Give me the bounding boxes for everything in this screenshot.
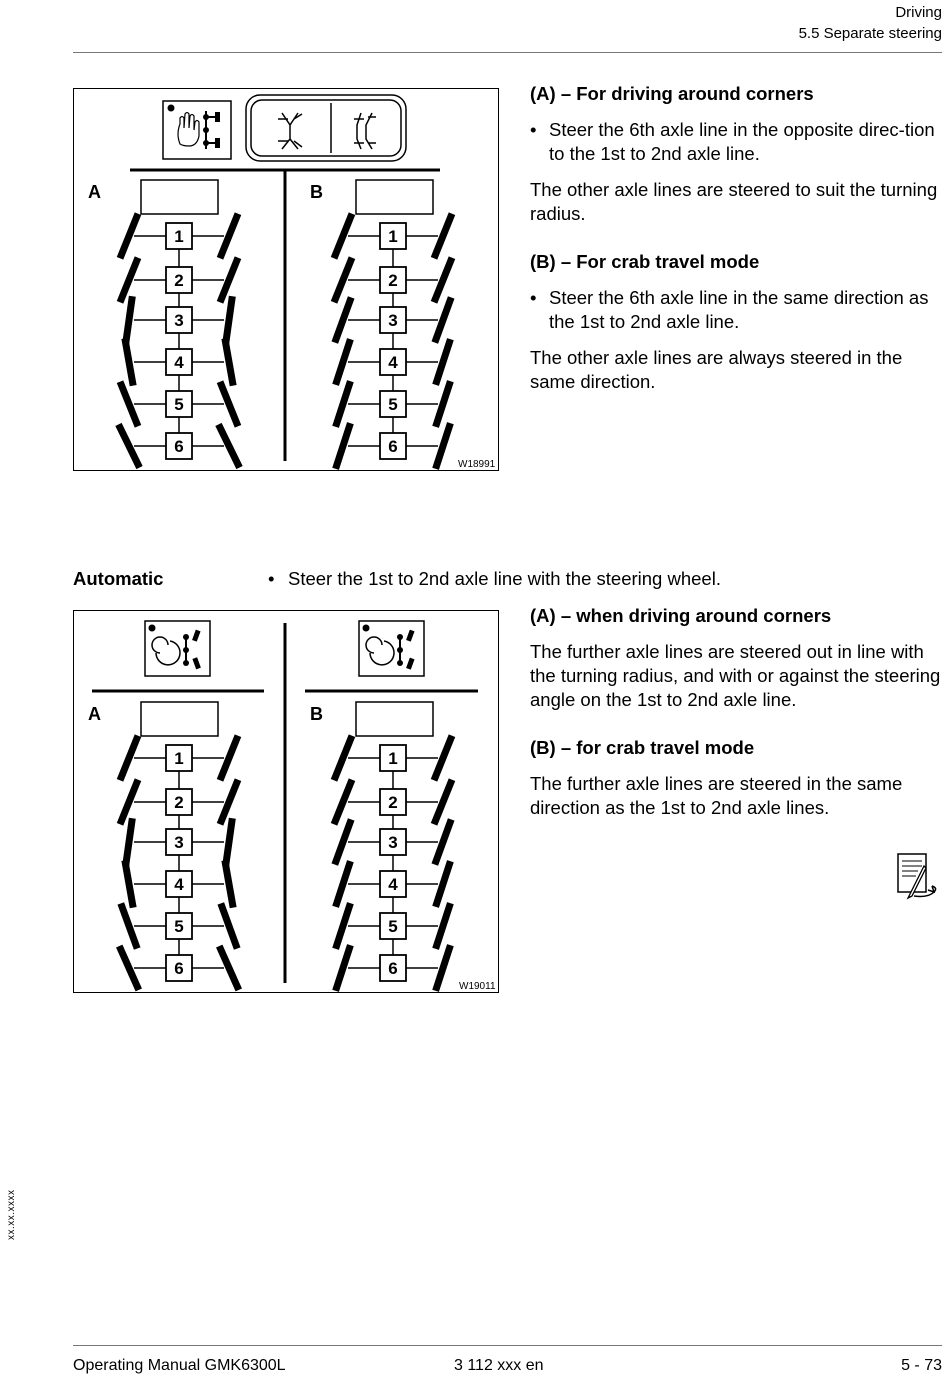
figure1-label-a: A: [88, 182, 101, 202]
auto-steering-selector-icon-b: [359, 621, 424, 676]
axle-number: 2: [174, 271, 184, 290]
notes-icon: [896, 852, 942, 902]
heading-auto-corners: (A) – when driving around corners: [530, 605, 832, 626]
figure1-label-b: B: [310, 182, 323, 202]
heading-crab: (B) – For crab travel mode: [530, 251, 760, 272]
axle-number: 6: [174, 959, 184, 978]
auto-steering-selector-icon-a: [145, 621, 210, 676]
side-code: xx.xx.xxxx: [6, 1189, 17, 1240]
axle-column-b: [331, 212, 455, 469]
axle-number: 6: [388, 437, 398, 456]
axle-number: 1: [388, 749, 398, 768]
steering-diagram-automatic: [74, 611, 498, 992]
text-block-2: [530, 604, 942, 832]
automatic-label: Automatic: [73, 568, 164, 589]
figure2-label-a: A: [88, 704, 101, 724]
para-crab: The other axle lines are always steered in the same direction.: [530, 347, 903, 392]
header-rule: [73, 52, 942, 53]
figure2-label-b: B: [310, 704, 323, 724]
wheel: [122, 296, 136, 345]
wheel: [222, 818, 236, 867]
axle-number: 2: [174, 793, 184, 812]
text-block-1: [530, 82, 942, 406]
para-auto-crab: The further axle lines are steered in the same direction as the 1st to 2nd axle lines.: [530, 773, 903, 818]
axle-number: 3: [174, 311, 184, 330]
axle-column-a: [116, 734, 242, 991]
footer-doc-no: 3 112 xxx en: [454, 1357, 544, 1374]
axle-number: 6: [174, 437, 184, 456]
axle-number: 4: [174, 353, 184, 372]
axle-number: 4: [388, 353, 398, 372]
axle-number: 5: [388, 395, 398, 414]
para-auto-corners: The further axle lines are steered out in line with the turning radius, and with or against the steering angle on the 1st to 2nd axle line.: [530, 641, 941, 710]
axle-number: 3: [388, 311, 398, 330]
axle-number: 4: [174, 875, 184, 894]
footer-page: 5 - 73: [901, 1357, 942, 1374]
bullet-crab: • Steer the 6th axle line in the same direction as the 1st to 2nd axle line.: [530, 287, 929, 332]
wheel: [122, 818, 136, 867]
axle-number: 4: [388, 875, 398, 894]
axle-number: 2: [388, 793, 398, 812]
hand-axle-selector-icon: [163, 101, 231, 159]
footer-manual: Operating Manual GMK6300L: [73, 1357, 286, 1374]
figure2-id: W19011: [459, 981, 496, 992]
header-section: Driving: [895, 4, 942, 21]
axle-number: 5: [388, 917, 398, 936]
wheel: [222, 296, 236, 345]
axle-number: 1: [174, 749, 184, 768]
figure1-id: W18991: [458, 459, 496, 470]
axle-column-b: [331, 734, 455, 991]
axle-number: 2: [388, 271, 398, 290]
axle-number: 5: [174, 395, 184, 414]
axle-number: 1: [174, 227, 184, 246]
header-subsection: 5.5 Separate steering: [798, 25, 942, 42]
heading-corners: (A) – For driving around corners: [530, 83, 814, 104]
para-corners: The other axle lines are steered to suit the turning radius.: [530, 179, 938, 224]
figure-w19011: [73, 610, 499, 993]
figure-w18991: [73, 88, 499, 471]
steering-diagram-manual: [74, 89, 498, 470]
automatic-bullet: • Steer the 1st to 2nd axle line with the steering wheel.: [268, 568, 721, 589]
axle-number: 1: [388, 227, 398, 246]
axle-number: 3: [174, 833, 184, 852]
bullet-corners: • Steer the 6th axle line in the opposite direc-tion to the 1st to 2nd axle line.: [530, 119, 935, 164]
page-header: [799, 2, 942, 44]
axle-column-a: [115, 212, 242, 469]
axle-number: 5: [174, 917, 184, 936]
steering-mode-display-icon: [246, 95, 406, 161]
heading-auto-crab: (B) – for crab travel mode: [530, 737, 755, 758]
footer-rule: [73, 1345, 942, 1346]
axle-number: 3: [388, 833, 398, 852]
axle-number: 6: [388, 959, 398, 978]
